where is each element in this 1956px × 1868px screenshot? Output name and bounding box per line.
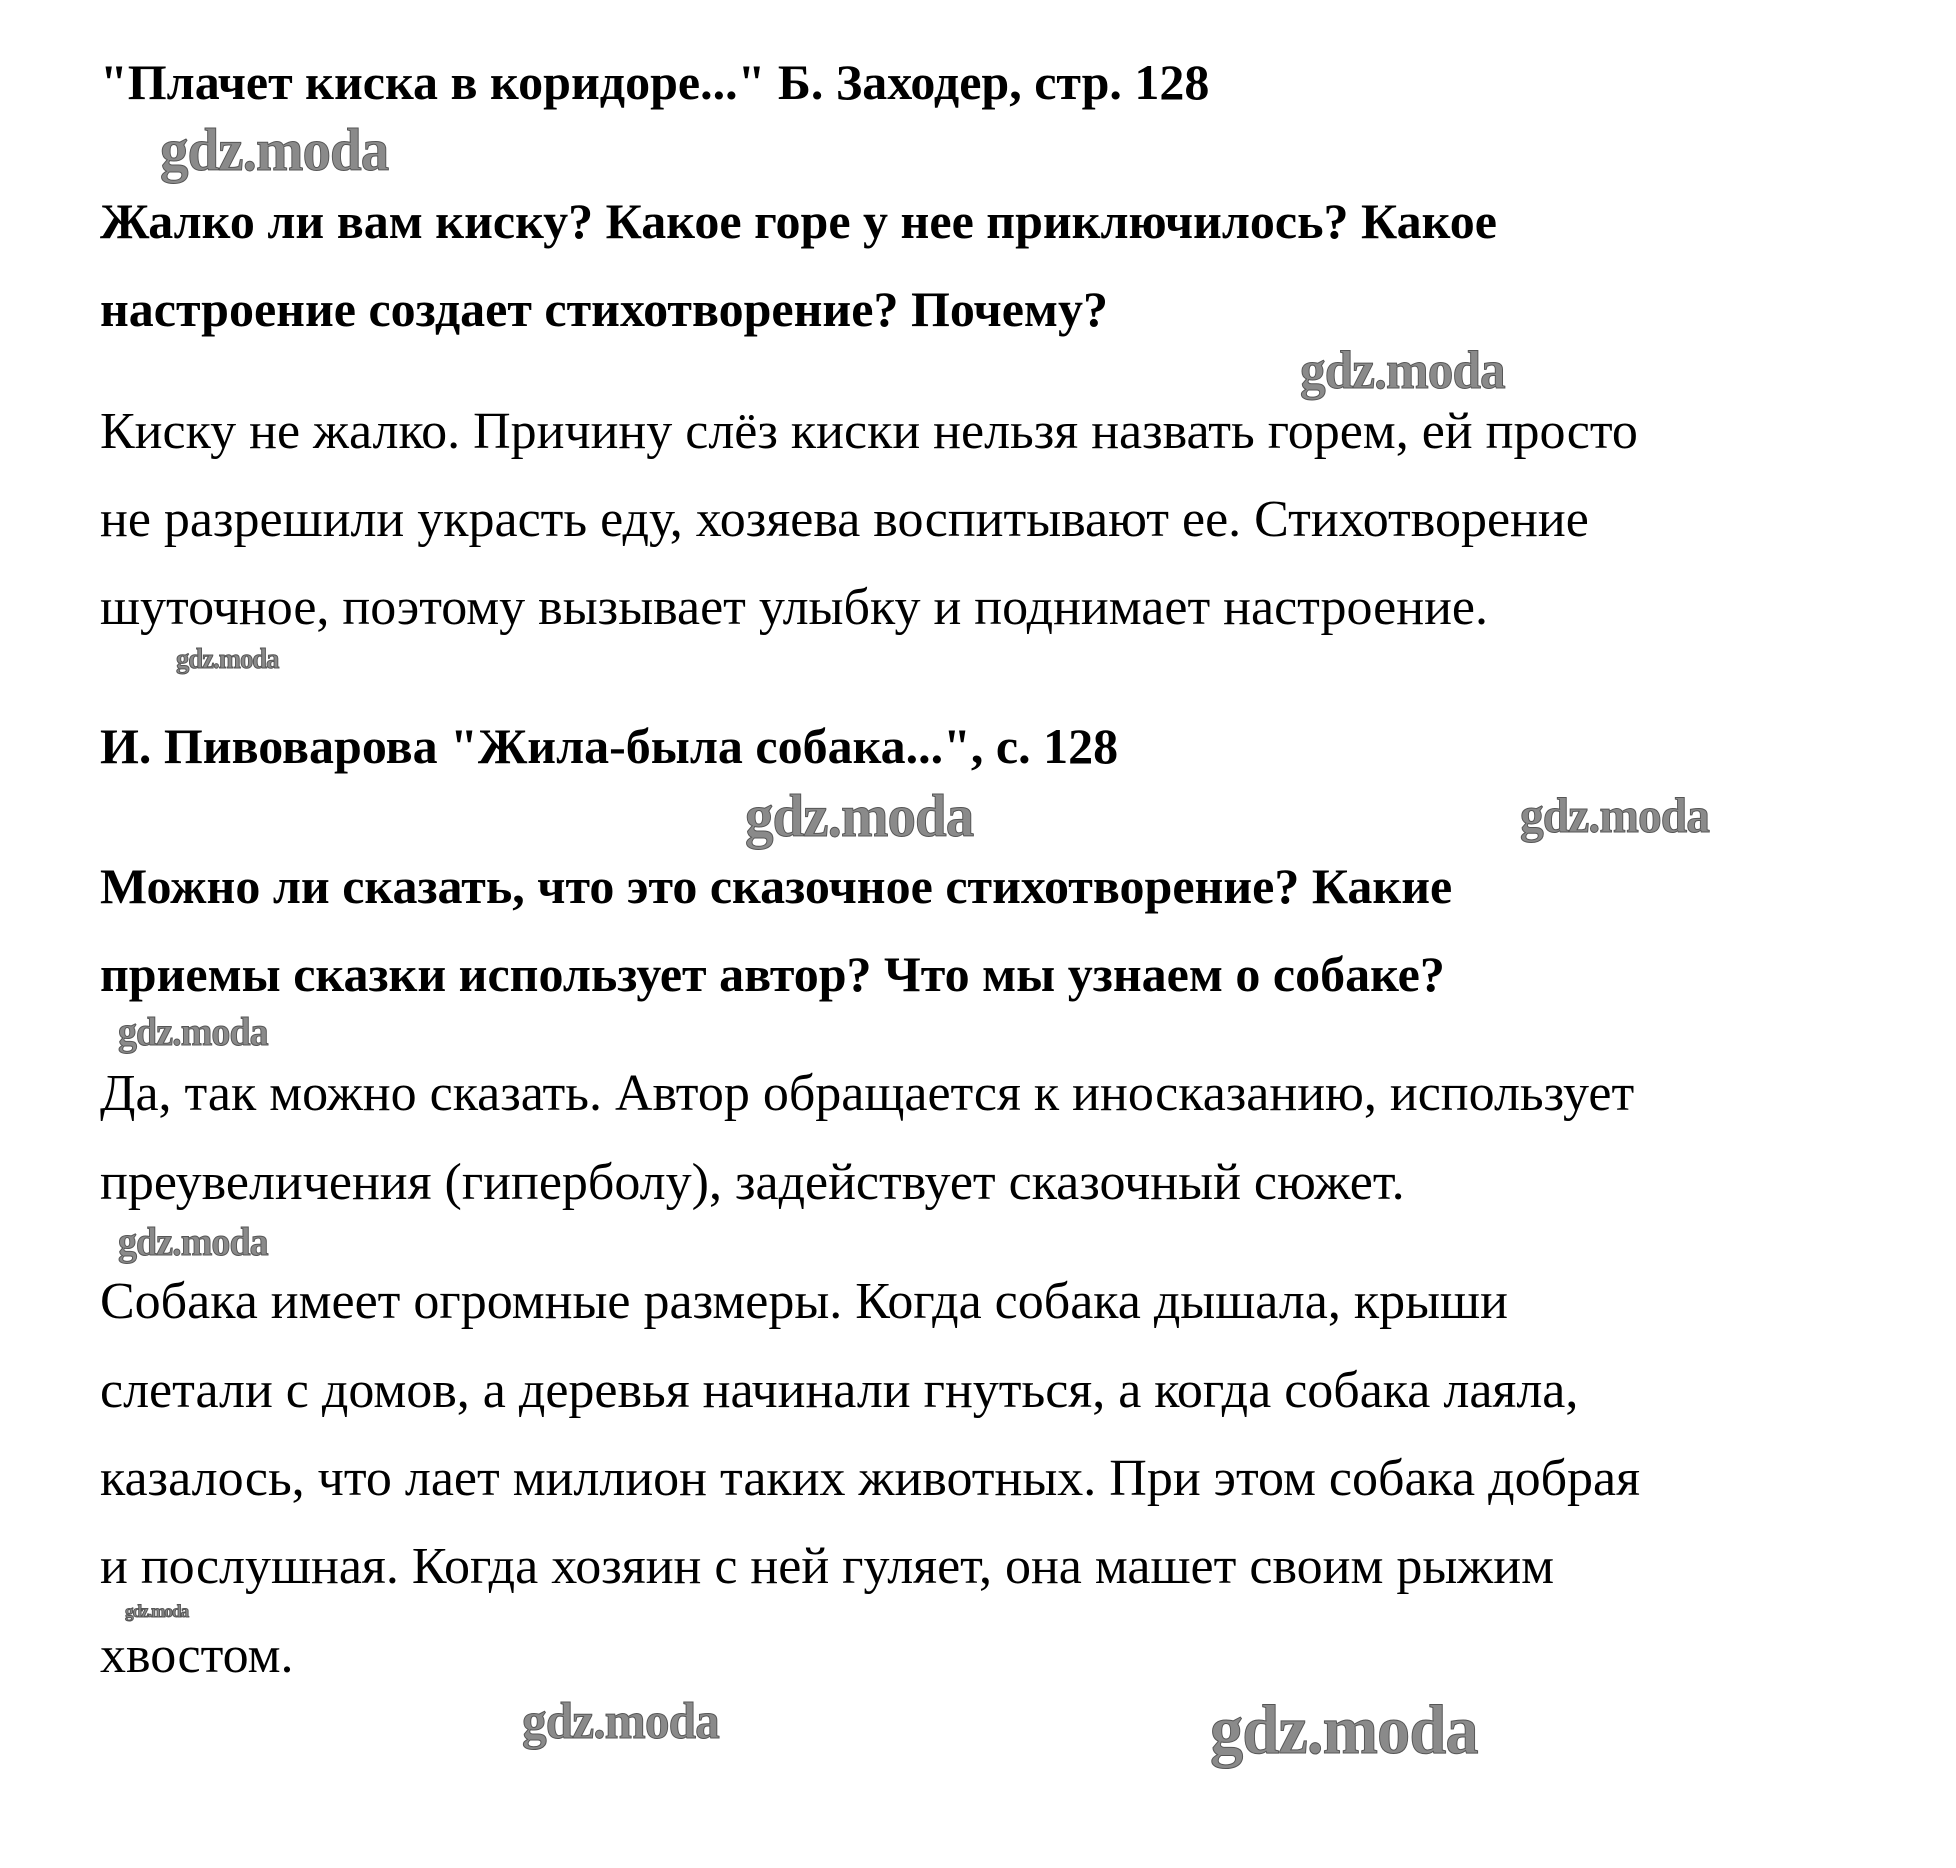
watermark: gdz.moda: [160, 117, 389, 183]
section-2-question-line: Можно ли сказать, что это сказочное стихотворение? Какие: [100, 858, 1453, 914]
watermark: gdz.moda: [118, 1219, 268, 1264]
watermark: gdz.moda: [522, 1693, 719, 1750]
watermark: gdz.moda: [1210, 1692, 1478, 1769]
section-2-answer2-line: и послушная. Когда хозяин с ней гуляет, она машет своим рыжим: [100, 1538, 1554, 1595]
section-1-answer-line: не разрешили украсть еду, хозяева воспитывают ее. Стихотворение: [100, 491, 1589, 548]
section-1-heading: "Плачет киска в коридоре..." Б. Заходер, стр. 128: [100, 54, 1210, 110]
section-2-question-line: приемы сказки использует автор? Что мы узнаем о собаке?: [100, 946, 1445, 1002]
watermark: gdz.moda: [125, 1601, 189, 1621]
watermark: gdz.moda: [118, 1009, 268, 1054]
section-1-question-line: Жалко ли вам киску? Какое горе у нее приключилось? Какое: [100, 193, 1497, 249]
watermark: gdz.moda: [176, 644, 279, 675]
section-2-answer2-line: Собака имеет огромные размеры. Когда собака дышала, крыши: [100, 1273, 1508, 1330]
section-1-answer-line: Киску не жалко. Причину слёз киски нельзя назвать горем, ей просто: [100, 403, 1638, 460]
watermark: gdz.moda: [1520, 787, 1710, 843]
section-1-answer-line: шуточное, поэтому вызывает улыбку и поднимает настроение.: [100, 579, 1488, 636]
watermark: gdz.moda: [1300, 340, 1505, 400]
section-1-question-line: настроение создает стихотворение? Почему?: [100, 281, 1108, 337]
section-2-answer2-line: казалось, что лает миллион таких животных. При этом собака добрая: [100, 1450, 1641, 1507]
section-2-answer2-line: хвостом.: [100, 1627, 294, 1684]
section-2-answer-line: Да, так можно сказать. Автор обращается к иносказанию, использует: [100, 1065, 1635, 1122]
section-2-answer-line: преувеличения (гиперболу), задействует сказочный сюжет.: [100, 1154, 1405, 1211]
section-2-heading: И. Пивоварова "Жила-была собака...", с. 128: [100, 718, 1119, 774]
section-2-answer2-line: слетали с домов, а деревья начинали гнуться, а когда собака лаяла,: [100, 1362, 1579, 1419]
watermark: gdz.moda: [745, 783, 974, 849]
